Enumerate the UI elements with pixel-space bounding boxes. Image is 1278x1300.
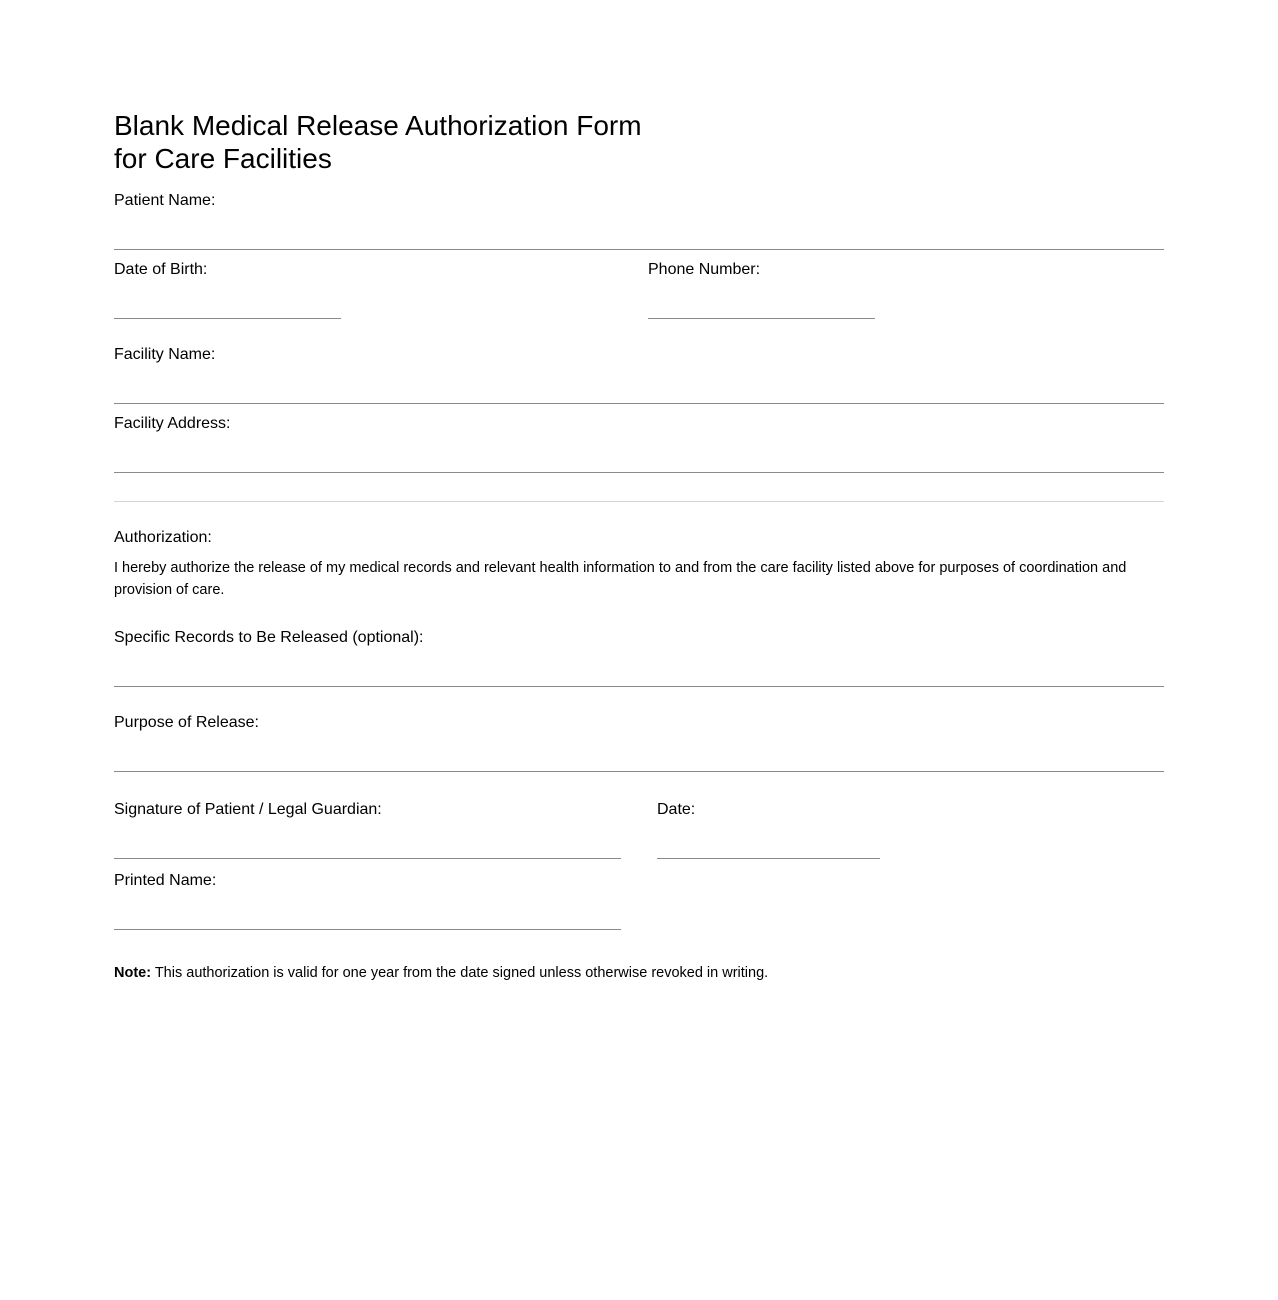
- phone-number-field[interactable]: [648, 318, 875, 319]
- note-label: Note:: [114, 965, 152, 981]
- printed-name-label: Printed Name:: [114, 872, 217, 889]
- title-line-1: Blank Medical Release Authorization Form: [114, 110, 642, 141]
- facility-address-label: Facility Address:: [114, 415, 231, 432]
- note-text: This authorization is valid for one year from the date signed unless otherwise revoked in writing.: [151, 965, 769, 981]
- authorization-heading: Authorization:: [114, 529, 212, 546]
- form-title: [114, 109, 814, 175]
- date-of-birth-label: Date of Birth:: [114, 261, 208, 278]
- section-divider: [114, 501, 1164, 502]
- patient-name-field[interactable]: [114, 249, 1164, 250]
- patient-name-label: Patient Name:: [114, 192, 216, 209]
- facility-name-label: Facility Name:: [114, 346, 216, 363]
- authorization-text: I hereby authorize the release of my medical records and relevant health information to and from the care facility listed above for purposes of coordination and provision of care.: [114, 560, 1127, 598]
- date-of-birth-field[interactable]: [114, 318, 341, 319]
- signature-label: Signature of Patient / Legal Guardian:: [114, 801, 382, 818]
- validity-note: [114, 963, 768, 983]
- date-label: Date:: [657, 801, 696, 818]
- specific-records-field[interactable]: [114, 686, 1164, 687]
- title-line-2: for Care Facilities: [114, 143, 332, 174]
- printed-name-field[interactable]: [114, 929, 621, 930]
- phone-number-label: Phone Number:: [648, 261, 761, 278]
- purpose-label: Purpose of Release:: [114, 714, 259, 731]
- specific-records-label: Specific Records to Be Released (optional):: [114, 629, 424, 646]
- purpose-field[interactable]: [114, 771, 1164, 772]
- facility-address-field[interactable]: [114, 472, 1164, 473]
- facility-name-field[interactable]: [114, 403, 1164, 404]
- signature-field[interactable]: [114, 858, 621, 859]
- date-field[interactable]: [657, 858, 880, 859]
